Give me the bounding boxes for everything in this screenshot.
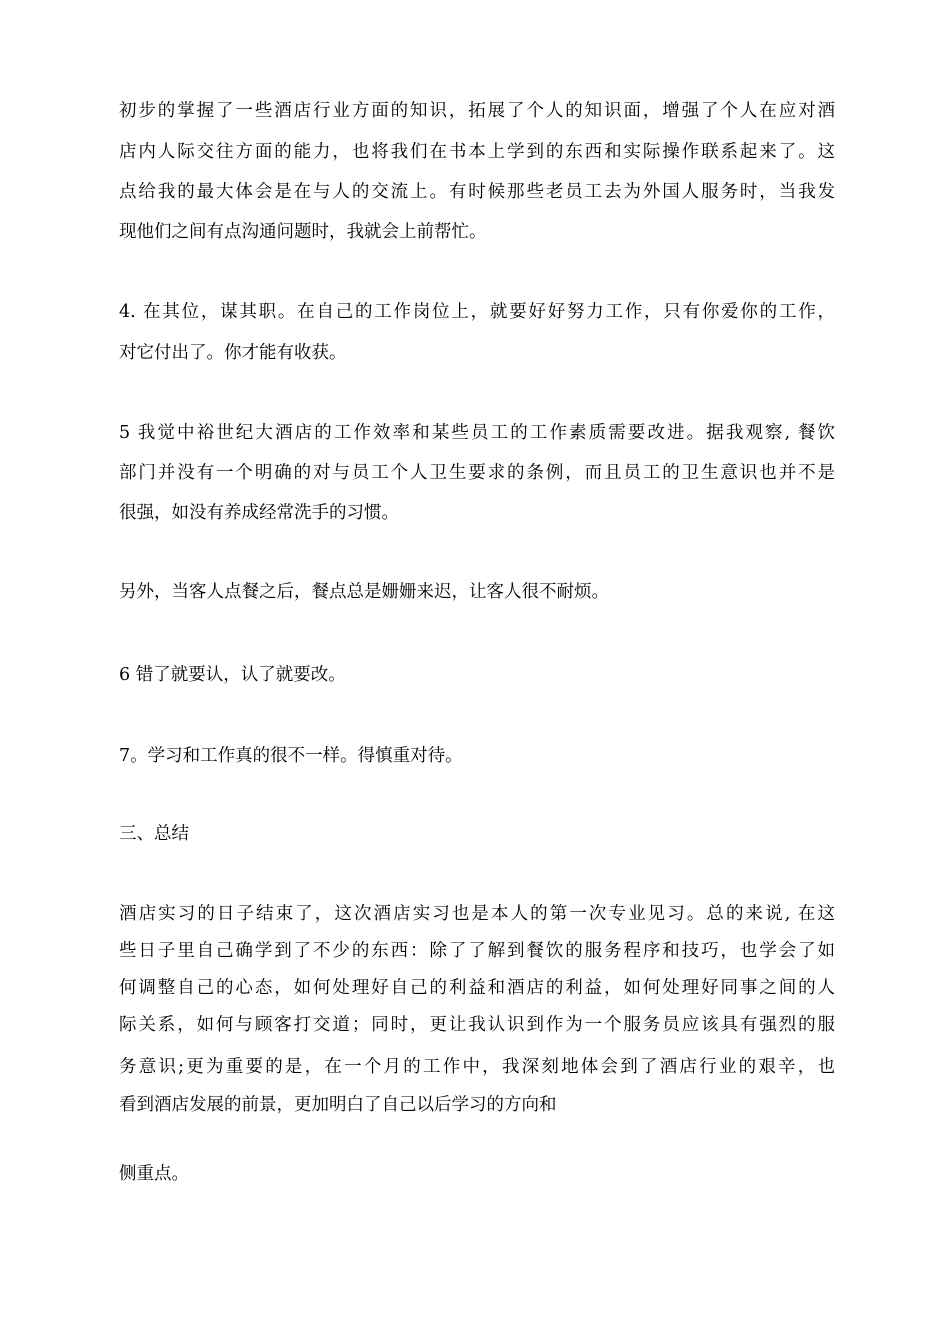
paragraph-7-line-5: 务意识;更为重要的是，在一个月的工作中，我深刻地体会到了酒店行业的艰辛，也: [119, 1057, 835, 1077]
paragraph-6: 7。学习和工作真的很不一样。得慎重对待。: [119, 746, 463, 766]
paragraph-7-line-1: 酒店实习的日子结束了，这次酒店实习也是本人的第一次专业见习。总的来说, 在这: [119, 904, 835, 924]
paragraph-4: 另外，当客人点餐之后，餐点总是姗姗来迟，让客人很不耐烦。: [119, 582, 609, 602]
paragraph-7-line-6: 看到酒店发展的前景，更加明白了自己以后学习的方向和: [119, 1095, 557, 1115]
paragraph-1-line-2: 店内人际交往方面的能力，也将我们在书本上学到的东西和实际操作联系起来了。这: [119, 142, 835, 162]
section-heading: 三、总结: [119, 824, 189, 844]
paragraph-5: 6 错了就要认，认了就要改。: [119, 665, 346, 685]
paragraph-3-line-3: 很强，如没有养成经常洗手的习惯。: [119, 503, 399, 523]
paragraph-1-line-1: 初步的掌握了一些酒店行业方面的知识，拓展了个人的知识面，增强了个人在应对酒: [119, 101, 835, 121]
paragraph-7-line-3: 何调整自己的心态，如何处理好自己的利益和酒店的利益，如何处理好同事之间的人: [119, 978, 835, 998]
paragraph-8: 侧重点。: [119, 1164, 189, 1184]
paragraph-7-line-4: 际关系，如何与顾客打交道；同时，更让我认识到作为一个服务员应该具有强烈的服: [119, 1015, 835, 1035]
paragraph-2-line-2: 对它付出了。你才能有收获。: [119, 343, 347, 363]
paragraph-2-line-1: 4. 在其位，谋其职。在自己的工作岗位上，就要好好努力工作，只有你爱你的工作，: [119, 302, 835, 322]
paragraph-1-line-3: 点给我的最大体会是在与人的交流上。有时候那些老员工去为外国人服务时，当我发: [119, 182, 835, 202]
paragraph-1-line-4: 现他们之间有点沟通问题时，我就会上前帮忙。: [119, 222, 487, 242]
paragraph-3-line-1: 5 我觉中裕世纪大酒店的工作效率和某些员工的工作素质需要改进。据我观察, 餐饮: [119, 423, 835, 443]
paragraph-7-line-2: 些日子里自己确学到了不少的东西：除了了解到餐饮的服务程序和技巧，也学会了如: [119, 941, 835, 961]
paragraph-3-line-2: 部门并没有一个明确的对与员工个人卫生要求的条例，而且员工的卫生意识也并不是: [119, 463, 835, 483]
